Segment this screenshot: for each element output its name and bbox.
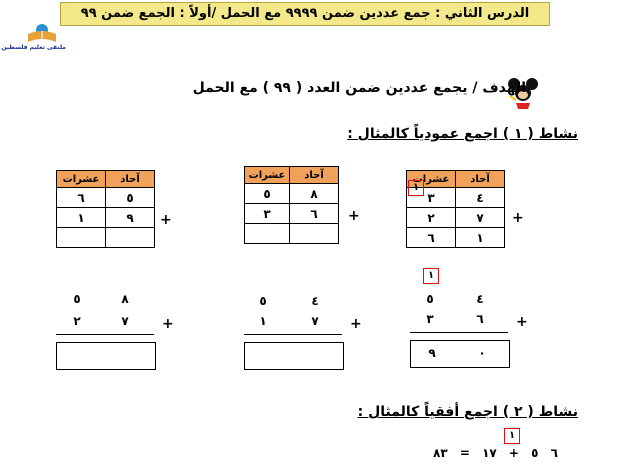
cell-ones: ٨ xyxy=(290,184,339,204)
header-ones: آحاد xyxy=(456,171,505,188)
cell-ones: ٤ xyxy=(456,188,505,208)
carry-box: ١ xyxy=(423,268,439,284)
cell-tens: ٣ xyxy=(407,188,456,208)
header-tens: عشرات xyxy=(245,167,290,184)
header-tens: عشرات xyxy=(407,171,456,188)
plus-sign: + xyxy=(348,208,360,224)
answer-tens[interactable] xyxy=(245,224,290,244)
answer-box[interactable] xyxy=(56,342,156,370)
activity-1-title xyxy=(347,126,578,142)
cell-tens: ١ xyxy=(57,208,106,228)
horizontal-equation: ٦ ٥ + ١٧ = ٨٣ xyxy=(433,446,558,460)
cell-tens: ٣ xyxy=(245,204,290,224)
logo xyxy=(1,22,66,51)
header-tens: عشرات xyxy=(57,171,106,188)
sum-line xyxy=(244,334,342,335)
activity-1-label: نشاط ( ١ ) اجمع عمودياً كالمثال : xyxy=(347,126,578,142)
activity-2-title xyxy=(358,404,578,420)
digit-ones: ٧ xyxy=(121,314,129,328)
cell-ones: ٥ xyxy=(106,188,155,208)
carry-box: ١ xyxy=(504,428,520,444)
header-ones: آحاد xyxy=(106,171,155,188)
logo-text: ملتقى تعليم فلسطين xyxy=(1,44,66,51)
plus-sign: + xyxy=(160,212,172,228)
answer-box[interactable] xyxy=(244,342,344,370)
plus-sign: + xyxy=(162,316,174,332)
cell-ones: ٦ xyxy=(290,204,339,224)
result-ones: ٠ xyxy=(478,346,486,360)
digit-tens: ٥ xyxy=(73,292,81,306)
answer-ones[interactable] xyxy=(290,224,339,244)
result-tens: ٦ xyxy=(407,228,456,248)
lesson-goal: الهدف / يجمع عددين ضمن العدد ( ٩٩ ) مع الحمل xyxy=(192,80,526,96)
digit-ones: ٤ xyxy=(311,294,319,308)
answer-tens[interactable] xyxy=(57,228,106,248)
digit-ones: ٧ xyxy=(311,314,319,328)
plus-sign: + xyxy=(512,210,524,226)
digit-tens: ٢ xyxy=(73,314,81,328)
digit-tens: ٥ xyxy=(259,294,267,308)
place-value-table-3 xyxy=(56,170,155,248)
digit-ones: ٤ xyxy=(476,292,484,306)
cell-ones: ٧ xyxy=(456,208,505,228)
sum-line xyxy=(56,334,154,335)
cell-tens: ٥ xyxy=(245,184,290,204)
plus-sign: + xyxy=(516,314,528,330)
digit-tens: ٣ xyxy=(426,312,434,326)
answer-ones[interactable] xyxy=(106,228,155,248)
place-value-table-2 xyxy=(244,166,339,244)
carry-box: ١ xyxy=(408,180,424,196)
digit-ones: ٦ xyxy=(476,312,484,326)
plus-sign: + xyxy=(350,316,362,332)
result-ones: ١ xyxy=(456,228,505,248)
cell-tens: ٢ xyxy=(407,208,456,228)
activity-2-label: نشاط ( ٢ ) اجمع أفقياً كالمثال : xyxy=(357,404,578,420)
answer-box xyxy=(410,340,510,368)
result-tens: ٩ xyxy=(428,346,436,360)
digit-ones: ٨ xyxy=(121,292,129,306)
book-logo-icon xyxy=(25,22,59,44)
header-ones: آحاد xyxy=(290,167,339,184)
sum-line xyxy=(410,332,508,333)
lesson-title-banner: الدرس الثاني : جمع عددين ضمن ٩٩٩٩ مع الحمل /أولاً : الجمع ضمن ٩٩ xyxy=(60,2,550,26)
cell-tens: ٦ xyxy=(57,188,106,208)
cell-ones: ٩ xyxy=(106,208,155,228)
digit-tens: ١ xyxy=(259,314,267,328)
digit-tens: ٥ xyxy=(426,292,434,306)
